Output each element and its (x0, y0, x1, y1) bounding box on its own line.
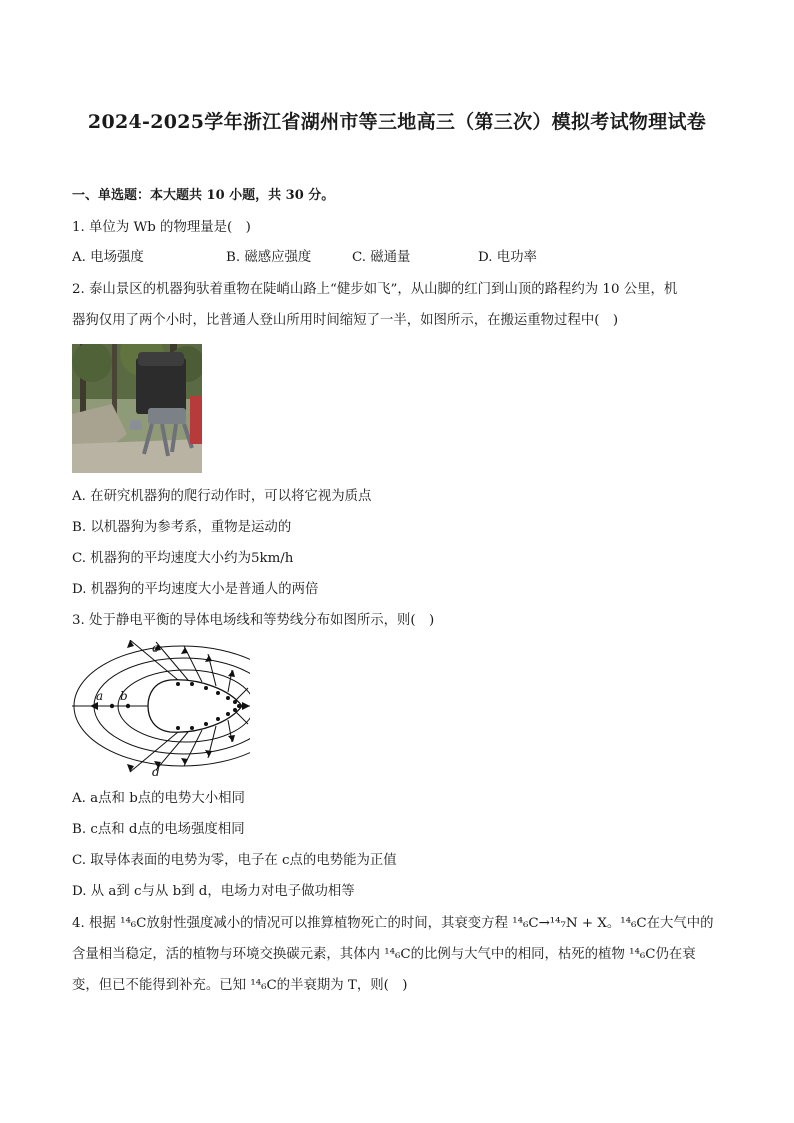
question-1-stem: 1. 单位为 Wb 的物理量是( ) (72, 220, 251, 235)
question-3-option-b: B. c点和 d点的电场强度相同 (72, 822, 245, 837)
page-title: 2024-2025学年浙江省湖州市等三地高三（第三次）模拟考试物理试卷 (87, 111, 707, 133)
question-3-option-d: D. 从 a到 c与从 b到 d，电场力对电子做功相等 (72, 884, 355, 899)
question-2-option-d: D. 机器狗的平均速度大小是普通人的两倍 (72, 582, 319, 597)
label-c: c (152, 641, 159, 655)
section-heading: 一、单选题：本大题共 10 小题，共 30 分。 (72, 188, 335, 203)
question-1-option-d: D. 电功率 (478, 250, 537, 265)
label-b: b (120, 689, 128, 703)
question-1-option-a: A. 电场强度 (72, 250, 144, 265)
question-2-stem-line-1: 2. 泰山景区的机器狗驮着重物在陡峭山路上“健步如飞”，从山脚的红门到山顶的路程约为 10 公里，机 (72, 282, 678, 297)
question-2-stem-line-2: 器狗仅用了两个小时，比普通人登山所用时间缩短了一半，如图所示，在搬运重物过程中( ) (72, 313, 619, 328)
question-4-line-1: 4. 根据 ¹⁴₆C放射性强度减小的情况可以推算植物死亡的时间，其衰变方程 ¹⁴₆C→¹⁴₇N + X。¹⁴₆C在大气中的 (72, 916, 714, 931)
question-1-option-b: B. 磁感应强度 (226, 250, 312, 265)
question-3-option-a: A. a点和 b点的电势大小相同 (72, 791, 245, 806)
robot-dog-photo (72, 344, 202, 473)
question-1-option-c: C. 磁通量 (352, 250, 411, 265)
question-2-option-a: A. 在研究机器狗的爬行动作时，可以将它视为质点 (72, 489, 372, 504)
question-3-stem: 3. 处于静电平衡的导体电场线和等势线分布如图所示，则( ) (72, 613, 435, 628)
label-a: a (96, 689, 104, 703)
electric-field-figure (70, 640, 250, 780)
question-3-option-c: C. 取导体表面的电势为零，电子在 c点的电势能为正值 (72, 853, 397, 868)
robot-dog-illustration (72, 344, 202, 473)
question-2-option-c: C. 机器狗的平均速度大小约为5km/h (72, 551, 294, 566)
question-4-line-3: 变，但已不能得到补充。已知 ¹⁴₆C的半衰期为 T，则( ) (72, 978, 408, 993)
question-4-line-2: 含量相当稳定，活的植物与环境交换碳元素，其体内 ¹⁴₆C的比例与大气中的相同，枯死的植物 ¹⁴₆C仍在衰 (72, 947, 696, 962)
question-2-option-b: B. 以机器狗为参考系，重物是运动的 (72, 520, 292, 535)
label-d: d (152, 765, 160, 779)
